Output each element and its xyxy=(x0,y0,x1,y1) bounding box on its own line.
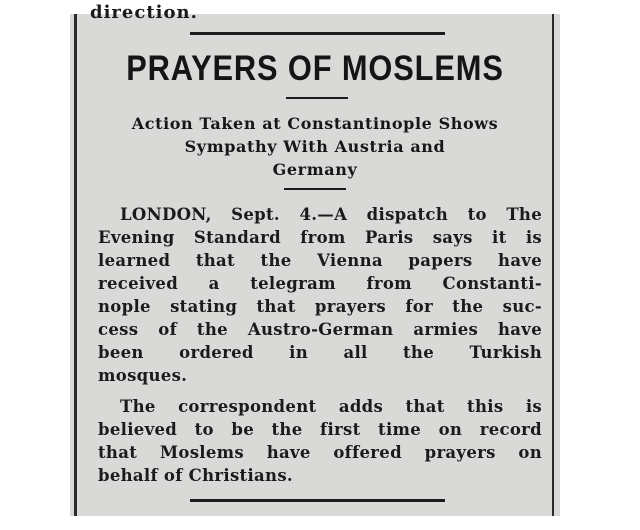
previous-article-tail: direction. xyxy=(90,2,198,23)
body-line: behalf of Christians. xyxy=(98,466,293,485)
body-line: Evening Standard from Paris says it is xyxy=(98,228,542,247)
body-line: cess of the Austro-German armies have xyxy=(98,320,542,339)
subheadline-rule xyxy=(284,188,346,190)
bottom-rule xyxy=(190,499,445,502)
body-line: mosques. xyxy=(98,366,188,385)
body-line: been ordered in all the Turkish xyxy=(98,343,542,362)
subheadline-line: Action Taken at Constantinople Shows xyxy=(131,114,499,133)
column-rule-right xyxy=(552,14,554,516)
headline-rule xyxy=(286,97,348,99)
top-rule xyxy=(190,32,445,35)
body-line: believed to be the first time on record xyxy=(98,420,542,439)
body-line: received a telegram from Constanti- xyxy=(98,274,542,293)
subheadline-line: Sympathy With Austria and xyxy=(184,137,446,156)
subheadline-line: Germany xyxy=(272,160,358,179)
body-line: that Moslems have offered prayers on xyxy=(98,443,542,462)
body-line: learned that the Vienna papers have xyxy=(98,251,542,270)
headline: PRAYERS OF MOSLEMS xyxy=(126,49,504,88)
body-line: nople stating that prayers for the suc- xyxy=(98,297,542,316)
body-line: LONDON, Sept. 4.—A dispatch to The xyxy=(120,205,542,224)
newspaper-clipping xyxy=(70,2,560,516)
body-line: The correspondent adds that this is xyxy=(120,397,542,416)
column-rule-left xyxy=(74,14,77,516)
